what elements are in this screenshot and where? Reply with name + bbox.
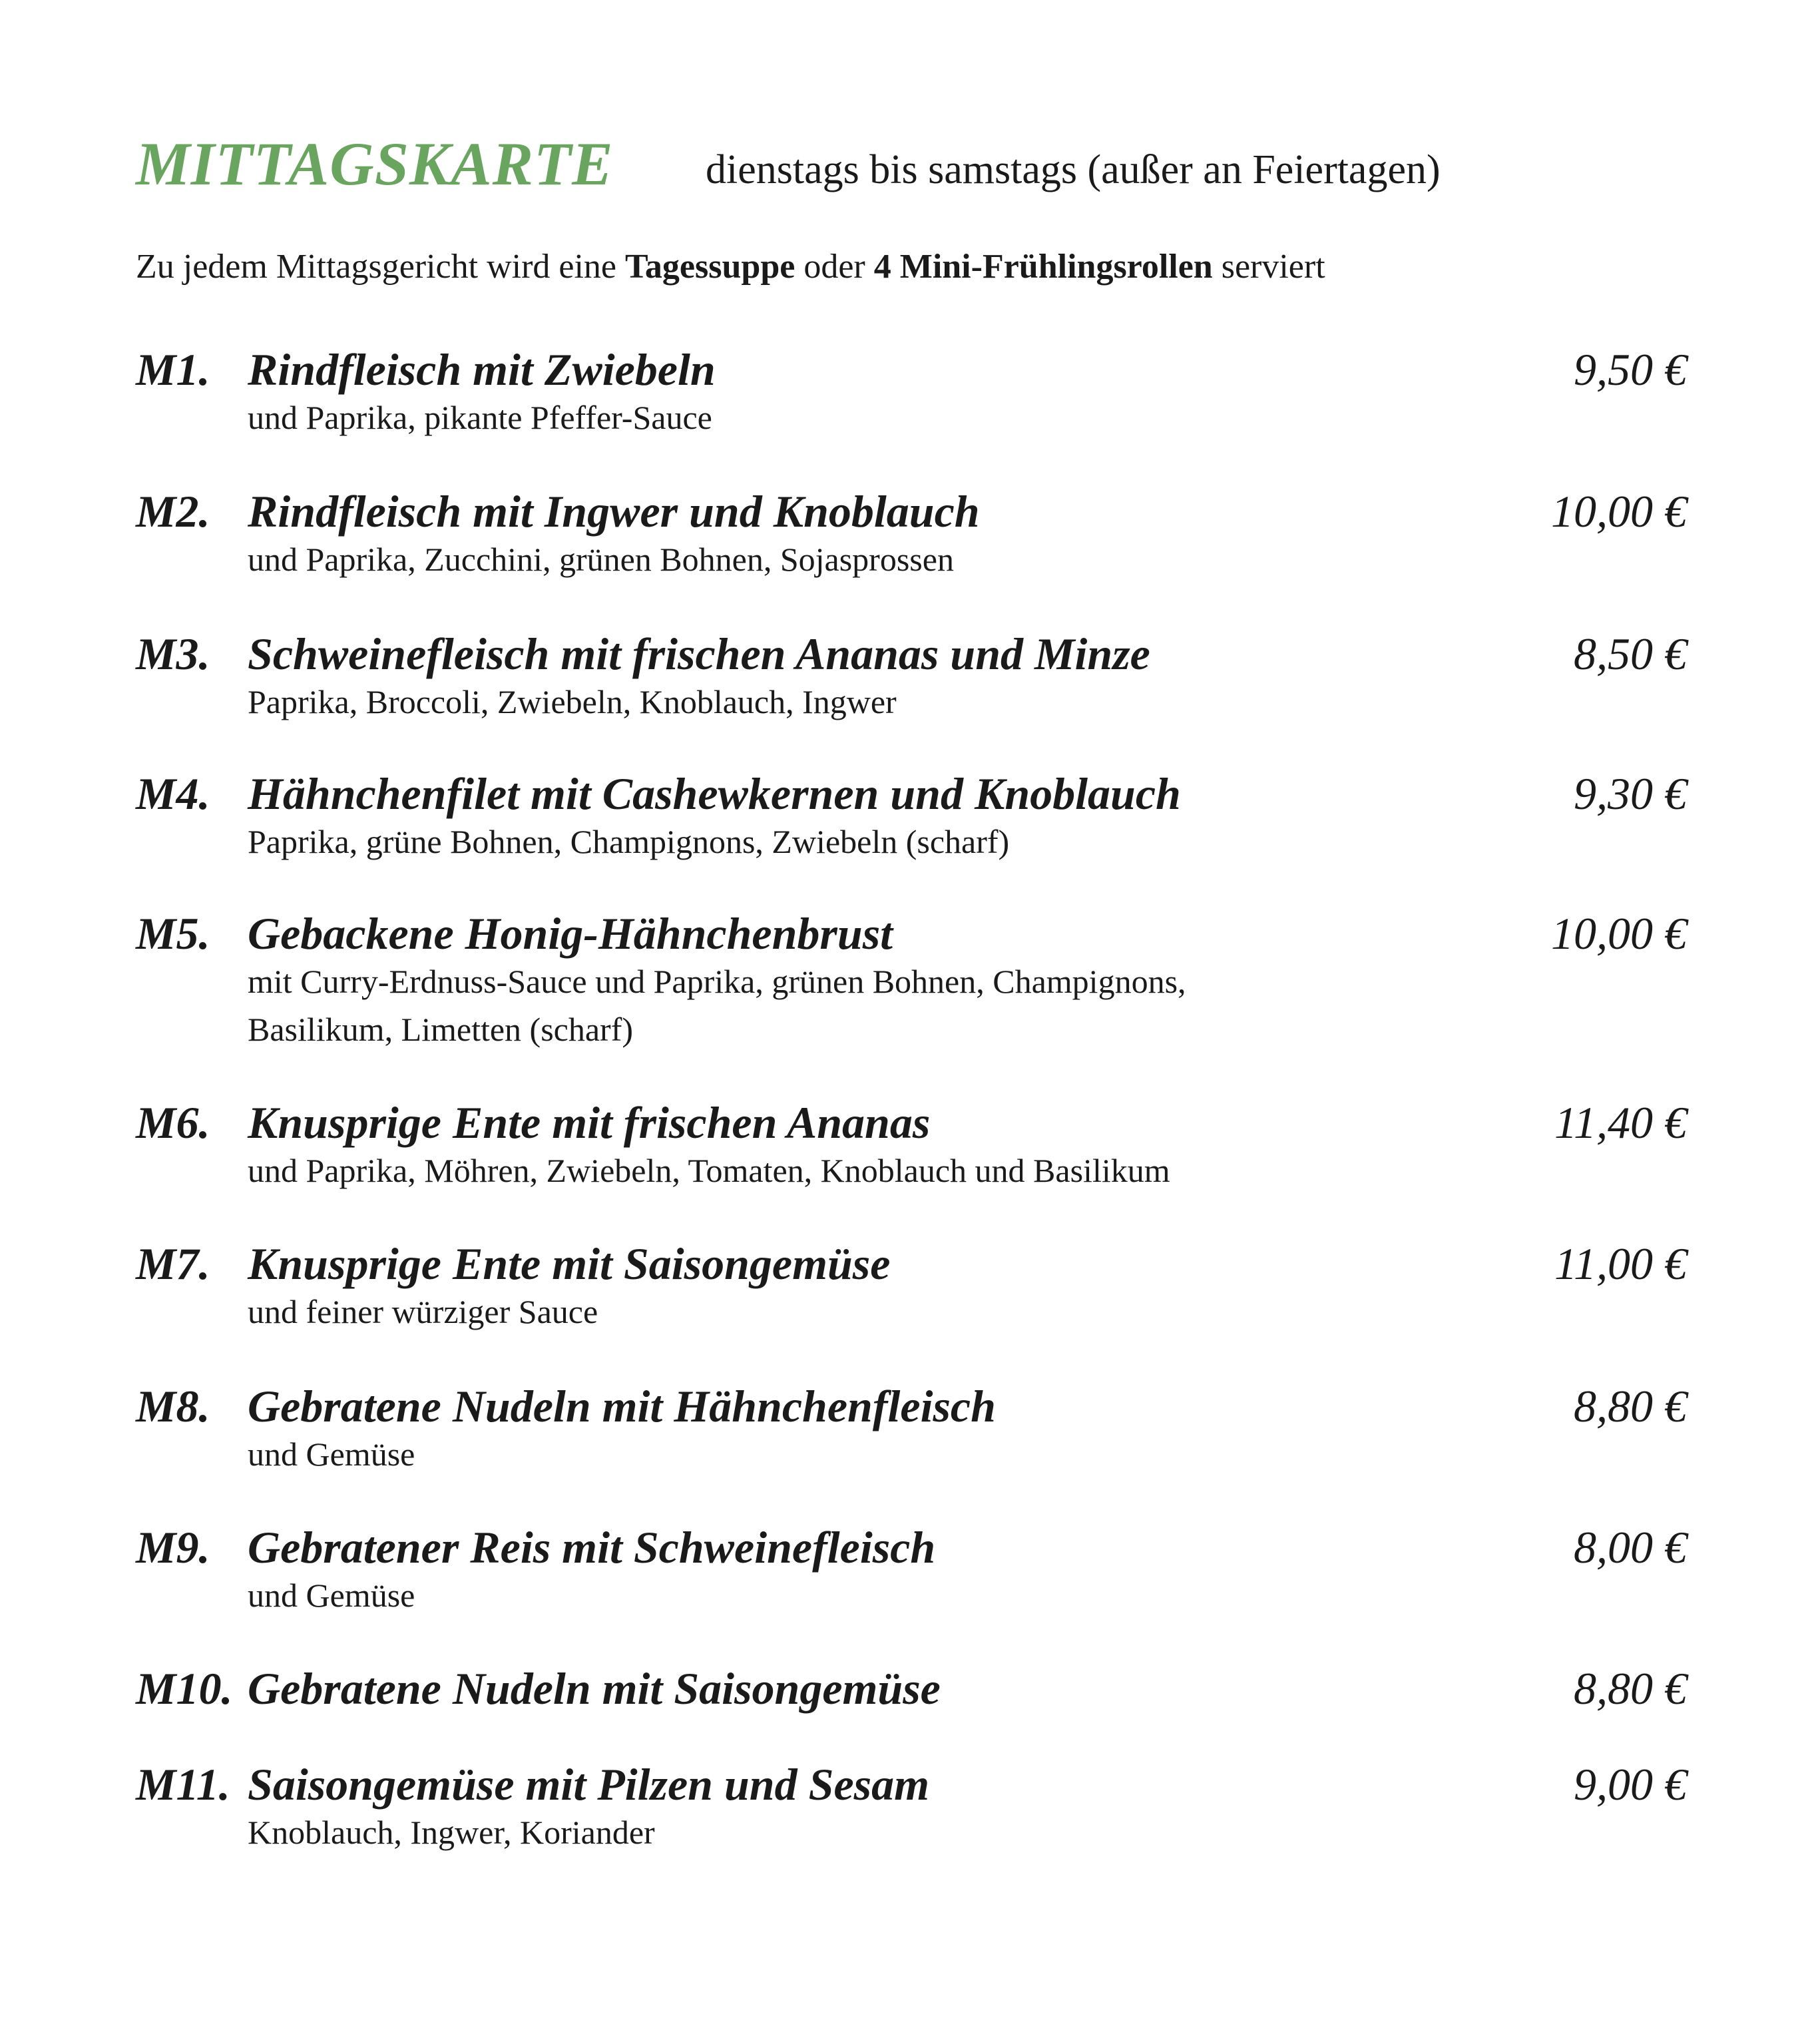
intro-part: oder	[795, 248, 874, 286]
item-price: 11,40 €	[1554, 1097, 1687, 1148]
intro-text	[136, 246, 1325, 288]
item-description	[248, 535, 954, 583]
item-description-line: Basilikum, Limetten (scharf)	[248, 1011, 634, 1048]
item-description	[248, 957, 1186, 1053]
item-code: M6.	[136, 1097, 210, 1148]
item-price: 8,00 €	[1574, 1522, 1687, 1573]
opening-days: dienstags bis samstags (außer an Feiertagen)	[706, 147, 1441, 192]
item-price: 9,50 €	[1574, 344, 1687, 395]
item-name: Gebackene Honig-Hähnchenbrust	[248, 908, 893, 959]
intro-part: Zu jedem Mittagsgericht wird eine	[136, 248, 626, 286]
item-code: M3.	[136, 629, 210, 679]
item-description-line: und Paprika, Zucchini, grünen Bohnen, Sojasprossen	[248, 541, 954, 578]
item-description	[248, 1147, 1170, 1194]
item-description	[248, 1808, 655, 1856]
item-name: Gebratene Nudeln mit Saisongemüse	[248, 1663, 941, 1714]
item-code: M7.	[136, 1238, 210, 1289]
item-code: M11.	[136, 1759, 230, 1810]
item-description-line: mit Curry-Erdnuss-Sauce und Paprika, grünen Bohnen, Champignons,	[248, 963, 1186, 1000]
item-description-line: und Gemüse	[248, 1577, 415, 1614]
item-name: Rindfleisch mit Zwiebeln	[248, 344, 716, 395]
item-name: Schweinefleisch mit frischen Ananas und Minze	[248, 629, 1150, 679]
item-description	[248, 1571, 415, 1619]
item-name: Gebratene Nudeln mit Hähnchenfleisch	[248, 1381, 996, 1431]
intro-spring-rolls: 4 Mini-Frühlingsrollen	[873, 248, 1213, 286]
item-description	[248, 1288, 598, 1336]
item-description-line: und Paprika, pikante Pfeffer-Sauce	[248, 399, 712, 436]
page-title: MITTAGSKARTE	[136, 130, 614, 198]
item-name: Knusprige Ente mit frischen Ananas	[248, 1097, 931, 1148]
item-description-line: Knoblauch, Ingwer, Koriander	[248, 1814, 655, 1851]
item-description-line: Paprika, grüne Bohnen, Champignons, Zwiebeln (scharf)	[248, 823, 1010, 860]
item-price: 8,80 €	[1574, 1381, 1687, 1431]
item-description-line: und Paprika, Möhren, Zwiebeln, Tomaten, Knoblauch und Basilikum	[248, 1152, 1170, 1189]
item-name: Saisongemüse mit Pilzen und Sesam	[248, 1759, 929, 1810]
item-code: M4.	[136, 768, 210, 819]
item-price: 9,30 €	[1574, 768, 1687, 819]
item-description-line: und feiner würziger Sauce	[248, 1293, 598, 1330]
item-price: 8,80 €	[1574, 1663, 1687, 1714]
item-code: M1.	[136, 344, 210, 395]
item-code: M2.	[136, 486, 210, 537]
item-price: 8,50 €	[1574, 629, 1687, 679]
item-code: M10.	[136, 1663, 233, 1714]
item-price: 11,00 €	[1554, 1238, 1687, 1289]
item-price: 9,00 €	[1574, 1759, 1687, 1810]
item-code: M8.	[136, 1381, 210, 1431]
item-price: 10,00 €	[1551, 486, 1687, 537]
item-description	[248, 1430, 415, 1478]
item-code: M5.	[136, 908, 210, 959]
item-description	[248, 678, 897, 726]
intro-soup: Tagessuppe	[625, 248, 795, 286]
item-price: 10,00 €	[1551, 908, 1687, 959]
item-name: Knusprige Ente mit Saisongemüse	[248, 1238, 891, 1289]
item-description	[248, 393, 712, 441]
item-description	[248, 818, 1009, 866]
item-description-line: und Gemüse	[248, 1435, 415, 1473]
item-name: Gebratener Reis mit Schweinefleisch	[248, 1522, 936, 1573]
intro-part: serviert	[1212, 248, 1325, 286]
menu-header	[136, 130, 1733, 204]
item-description-line: Paprika, Broccoli, Zwiebeln, Knoblauch, Ingwer	[248, 683, 897, 720]
item-name: Hähnchenfilet mit Cashewkernen und Knoblauch	[248, 768, 1181, 819]
item-name: Rindfleisch mit Ingwer und Knoblauch	[248, 486, 980, 537]
item-code: M9.	[136, 1522, 210, 1573]
